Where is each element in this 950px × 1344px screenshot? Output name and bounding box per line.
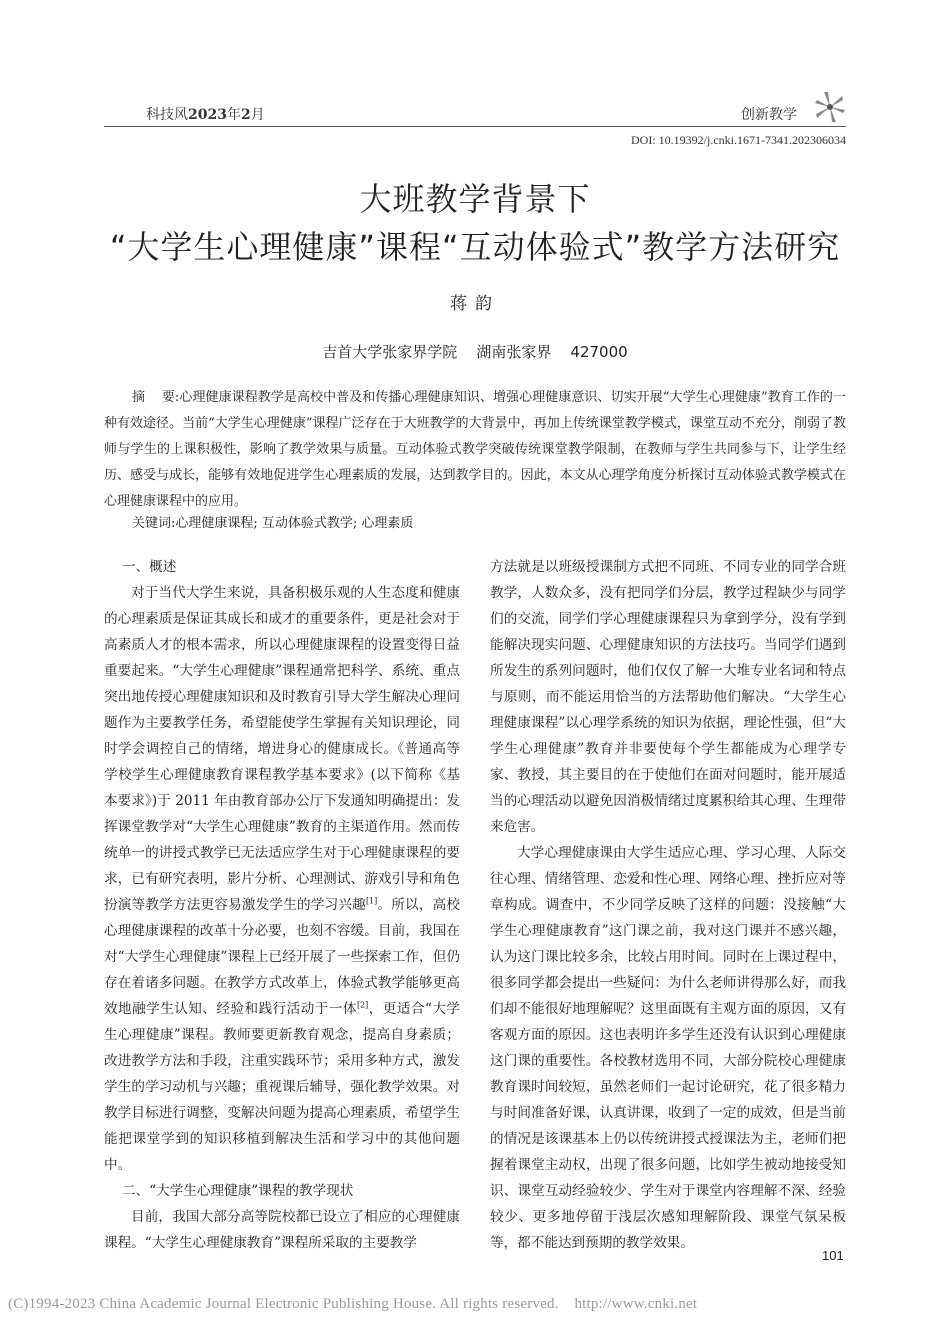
abstract xyxy=(104,385,846,515)
paragraph: 方法就是以班级授课制方式把不同班、不同专业的同学合班教学，人数众多，没有把同学们分层，教学过程缺少与同学们的交流，同学们学心理健康课程只为拿到学分，没有学到能解决现实问题、心理健康知识的方法技巧。当同学们遇到所发生的系列问题时，他们仅仅了解一大堆专业名词和特点与原则，而不能运用恰当的方法帮助他们解决。“大学生心理健康课程”以心理学系统的知识为依据，理论性强，但“大学生心理健康”教育并非要使每个学生都能成为心理学专家、教授，其主要目的在于使他们在面对问题时，能开展适当的心理活动以避免因消极情绪过度累积给其心理、生理带来危害。 xyxy=(490,559,846,835)
abstract-label: 摘 要: xyxy=(132,390,180,405)
keywords-label: 关键词: xyxy=(132,516,176,531)
left-column xyxy=(104,554,460,1256)
journal-header xyxy=(146,104,265,124)
keywords xyxy=(132,512,413,531)
copyright-footer: (C)1994-2023 China Academic Journal Electronic Publishing House. All rights reserved. http://www.cnki.net xyxy=(8,1296,698,1312)
title-line-1: 大班教学背景下 xyxy=(359,180,591,218)
keywords-text: 心理健康课程; 互动体验式教学; 心理素质 xyxy=(175,516,414,531)
year-suffix: 年 xyxy=(226,107,241,123)
paragraph xyxy=(104,580,460,1178)
right-column xyxy=(490,554,846,1256)
paragraph: 大学心理健康课由大学生适应心理、学习心理、人际交往心理、情绪管理、恋爱和性心理、网络心理、挫折应对等章构成。调查中，不少同学反映了这样的问题：没接触“大学生心理健康教育”这门课之前，我对这门课并不感兴趣，认为这门课比较多余，比较占用时间。同时在上课过程中，很多同学都会提出一些疑问：为什么老师讲得那么好，而我们却不能很好地理解呢？这里面既有主观方面的原因，又有客观方面的原因。这也表明许多学生还没有认识到心理健康这门课的重要性。各校教材选用不同，大部分院校心理健康教育课时间较短，虽然老师们一起讨论研究，花了很多精力与时间准备好课，认真讲课，收到了一定的成效，但是当前的情况是该课基本上仍以传统讲授式授课法为主，老师们把握着课堂主动权，出现了很多问题，比如学生被动地接受知识、课堂互动经验较少、学生对于课堂内容理解不深、经验较少、更多地停留于浅层次感知理解阶段、课堂气氛呆板等，都不能达到预期的教学效果。 xyxy=(490,845,846,1251)
doi: DOI: 10.19392/j.cnki.1671-7341.202306034 xyxy=(631,133,846,147)
journal-logo-icon xyxy=(814,90,846,124)
section-name: 创新教学 xyxy=(741,107,797,123)
author: 蒋韵 xyxy=(450,294,500,314)
paragraph-text: 对于当代大学生来说，具备积极乐观的人生态度和健康的心理素质是保证其成长和成才的重要条件，更是社会对于高素质人才的根本需求，所以心理健康课程的设置变得日益重要起来。“大学生心理健康”课程通常把科学、系统、重点突出地传授心理健康知识和及时教育引导大学生解决心理问题作为主要教学任务，希望能使学生掌握有关知识理论，同时学会调控自己的情绪，增进身心的健康成长。《普通高等学校学生心理健康教育课程教学基本要求》(以下简称《基本要求》)于 2011 年由教育部办公厅下发通知明确提出：发挥课堂教学对“大学生心理健康”教育的主渠道作用。然而传统单一的讲授式教学已无法适应学生对于心理健康课程的要求，已有研究表明，影片分析、心理测试、游戏引导和角色扮演等教学方法更容易激发学生的学习兴趣 xyxy=(104,585,460,913)
paragraph: 目前，我国大部分高等院校都已设立了相应的心理健康课程。“大学生心理健康教育”课程所采取的主要教学 xyxy=(104,1209,460,1251)
section-heading-1: 一、概述 xyxy=(122,559,177,575)
issue-month: 2 xyxy=(240,107,251,123)
paragraph-text: ，更适合“大学生心理健康”课程。教师要更新教育观念，提高自身素质；改进教学方法和手段，注重实践环节；采用多种方式，激发学生的学习动机与兴趣；重视课后辅导，强化教学效果。对教学目标进行调整，变解决问题为提高心理素质，希望学生能把课堂学到的知识移植到解决生活和学习中的其他问题中。 xyxy=(104,1001,460,1173)
page-number: 101 xyxy=(822,1248,844,1263)
month-suffix: 月 xyxy=(250,107,265,123)
title-line-2: “大学生心理健康”课程“互动体验式”教学方法研究 xyxy=(109,228,841,266)
abstract-text: 心理健康课程教学是高校中普及和传播心理健康知识、增强心理健康意识、切实开展“大学生心理健康”教育工作的一种有效途径。当前“大学生心理健康”课程广泛存在于大班教学的大背景中，再加上传统课堂教学模式，课堂互动不充分，削弱了教师与学生的上课积极性，影响了教学效果与质量。互动体验式教学突破传统课堂教学限制，在教师与学生共同参与下，让学生经历、感受与成长，能够有效地促进学生心理素质的发展，达到教学目的。因此，本文从心理学角度分析探讨互动体验式教学模式在心理健康课程中的应用。 xyxy=(104,390,846,509)
journal-name: 科技风 xyxy=(146,107,188,123)
citation-2: [2] xyxy=(356,1000,369,1010)
affiliation: 吉首大学张家界学院 湖南张家界 427000 xyxy=(322,343,628,361)
issue-year: 2023 xyxy=(188,107,227,123)
citation-1: [1] xyxy=(365,896,378,906)
section-heading-2: 二、“大学生心理健康”课程的教学现状 xyxy=(122,1183,354,1199)
header-rule xyxy=(104,126,846,127)
paragraph-text: 。所以，高校心理健康课程的改革十分必要，也刻不容缓。目前，我国在对“大学生心理健康”课程上已经开展了一些探索工作，但仍存在着诸多问题。在教学方式改革上，体验式教学能够更高效地融学生认知、经验和践行活动于一体 xyxy=(104,897,460,1017)
